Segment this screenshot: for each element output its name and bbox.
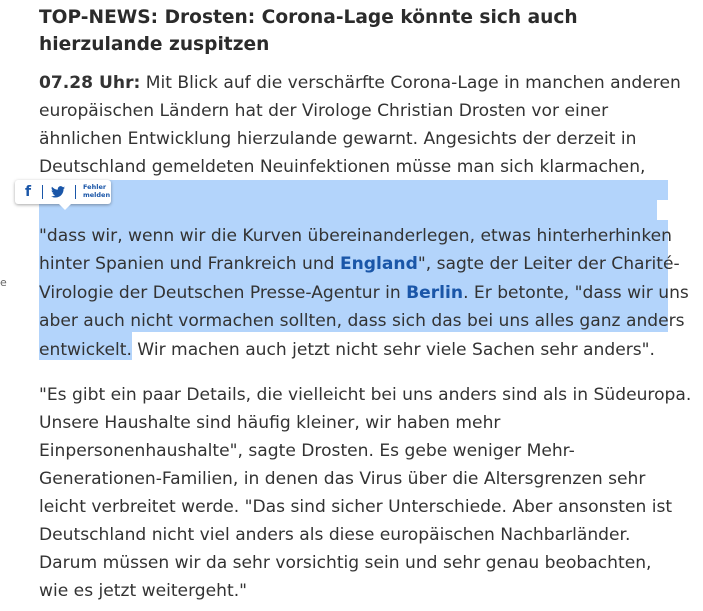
paragraph-3-line: wie es jetzt weitergeht." <box>39 581 248 601</box>
text-selection-highlight-top <box>39 180 668 220</box>
paragraph-3-line: "Es gibt ein paar Details, die vielleicht bei uns anders sind als in Südeuropa. <box>39 385 692 405</box>
paragraph-2-text: ", sagte der Leiter der Charité- <box>417 254 680 274</box>
selection-gap <box>657 200 668 220</box>
paragraph-2-text: hinter Spanien und Frankreich und <box>39 254 340 274</box>
paragraph-3-line: Einpersonenhaushalte", sagte Drosten. Es gebe weniger Mehr- <box>39 441 575 461</box>
report-error-button[interactable] <box>83 183 111 199</box>
timestamp: 07.28 Uhr: <box>39 73 141 93</box>
paragraph-3-line: Darum müssen wir da sehr vorsichtig sein und sehr genau beobachten, <box>39 553 652 573</box>
paragraph-2-text: entwickelt. <box>39 340 132 360</box>
toolbar-pointer <box>59 204 71 210</box>
article-headline: TOP-NEWS: Drosten: Corona-Lage könnte sich auch hierzulande zuspitzen <box>39 7 578 55</box>
paragraph-2-line-4: aber auch nicht vormachen sollten, dass sich das bei uns alles ganz anders <box>39 311 685 331</box>
paragraph-2-line-2 <box>39 250 680 278</box>
toolbar-divider <box>75 185 76 199</box>
facebook-share-button[interactable] <box>15 180 41 204</box>
paragraph-2-text: Wir machen auch jetzt nicht sehr viele Sachen sehr anders". <box>131 340 655 360</box>
paragraph-3-line: Unsere Haushalte sind häufig kleiner, wir haben mehr <box>39 413 501 433</box>
report-error-label: Fehler <box>83 183 107 191</box>
paragraph-1-line-4: Deutschland gemeldeten Neuinfektionen müsse man sich klarmachen, <box>39 157 646 177</box>
toolbar-divider <box>42 185 43 199</box>
paragraph-2-line-5 <box>39 336 655 364</box>
paragraph-1-line-3: ähnlichen Entwicklung hierzulande gewarnt. Angesichts der derzeit in <box>39 129 637 149</box>
paragraph-2-text: . Er betonte, "dass wir uns <box>463 283 689 303</box>
facebook-icon: f <box>24 184 32 200</box>
paragraph-1-line-1 <box>39 69 681 97</box>
paragraph-3-line: leicht verbreitet werde. "Das sind sicher Unterschiede. Aber ansonsten ist <box>39 497 673 517</box>
selection-share-toolbar <box>15 180 111 204</box>
twitter-icon <box>51 186 65 198</box>
paragraph-3-line: Deutschland nicht viel anders als diese europäischen Nachbarländer. <box>39 525 631 545</box>
report-error-label: melden <box>83 191 111 199</box>
twitter-share-button[interactable] <box>45 180 71 204</box>
paragraph-1-text: Mit Blick auf die verschärfte Corona-Lage in manchen anderen <box>140 73 681 93</box>
paragraph-2-line-1: "dass wir, wenn wir die Kurven übereinanderlegen, etwas hinterherhinken <box>39 226 673 246</box>
link-england[interactable]: England <box>339 254 418 274</box>
link-berlin[interactable]: Berlin <box>406 283 464 303</box>
paragraph-2-line-3 <box>39 279 689 307</box>
paragraph-3-line: Generationen-Familien, in denen das Virus über die Altersgrenzen sehr <box>39 469 646 489</box>
edge-fragment-text: e <box>0 276 7 289</box>
paragraph-1-line-2: europäischen Ländern hat der Virologe Christian Drosten vor einer <box>39 101 609 121</box>
paragraph-2-text: Virologie der Deutschen Presse-Agentur in <box>39 283 407 303</box>
